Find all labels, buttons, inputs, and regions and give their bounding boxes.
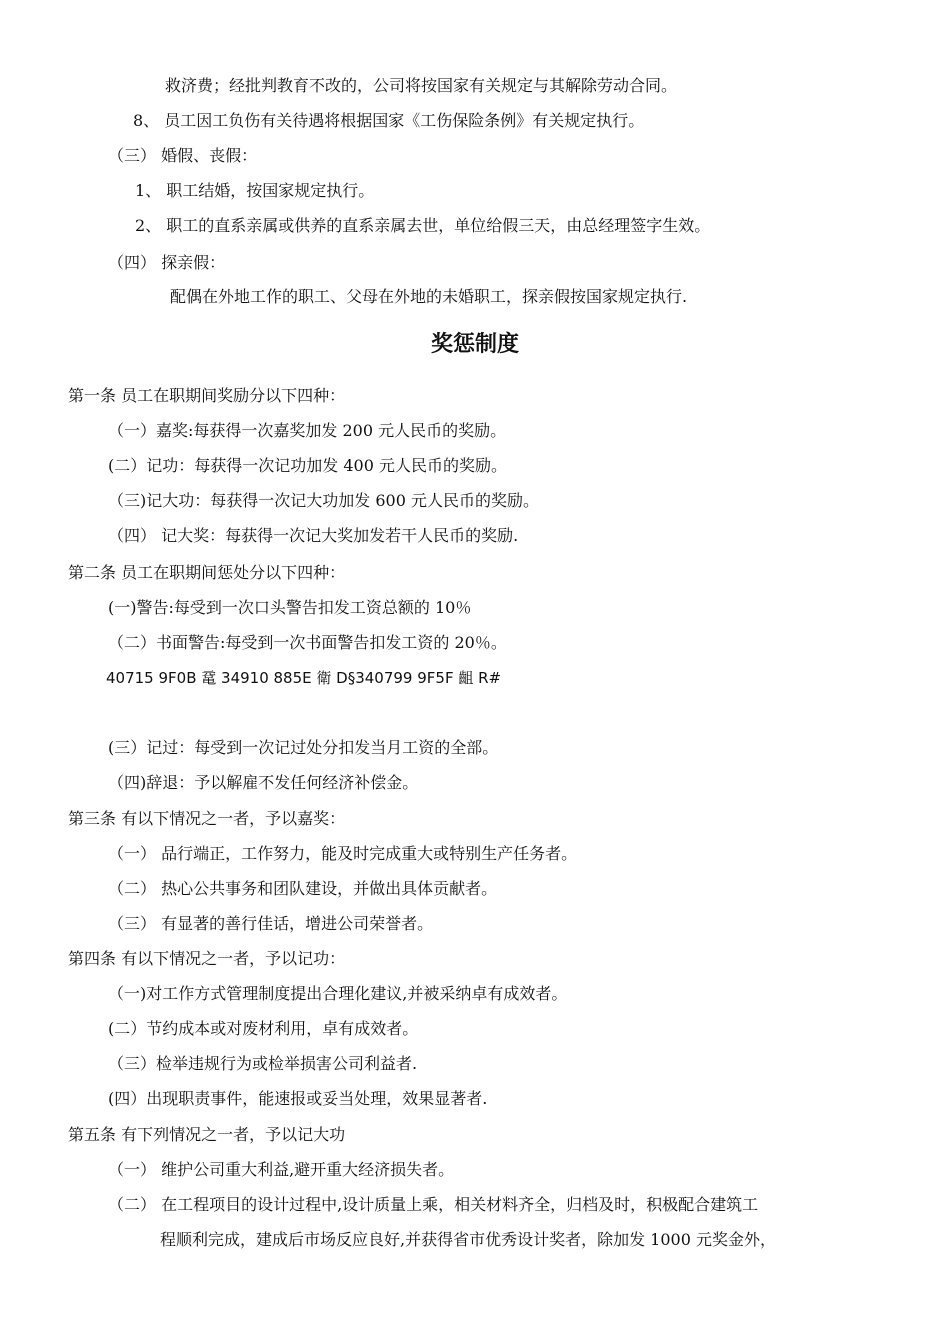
- text-line: （四)辞退：予以解雇不发任何经济补偿金。: [108, 773, 419, 792]
- text-line: (二）记功：每获得一次记功加发 400 元人民币的奖励。: [108, 456, 507, 475]
- text-line: 2、 职工的直系亲属或供养的直系亲属去世，单位给假三天，由总经理签字生效。: [135, 216, 711, 235]
- text-line: （一） 品行端正，工作努力，能及时完成重大或特别生产任务者。: [108, 844, 578, 863]
- text-line: （三）检举违规行为或检举损害公司利益者.: [108, 1054, 418, 1073]
- text-line: (四）出现职责事件，能速报或妥当处理，效果显著者.: [108, 1089, 488, 1108]
- text-line: （二） 热心公共事务和团队建设，并做出具体贡献者。: [108, 879, 498, 898]
- article-heading: 第五条 有下列情况之一者，予以记大功: [68, 1125, 346, 1144]
- garbled-text-line: 40715 9F0B 鼋 34910 885E 衛 D§340799 9F5F 齟 R#: [106, 669, 502, 687]
- page-title: 奖惩制度: [430, 332, 519, 357]
- text-line: （二）书面警告:每受到一次书面警告扣发工资的 20％。: [108, 633, 507, 652]
- text-line: 救济费；经批判教育不改的，公司将按国家有关规定与其解除劳动合同。: [165, 76, 678, 95]
- text-line: （一)对工作方式管理制度提出合理化建议,并被采纳卓有成效者。: [108, 984, 568, 1003]
- section-heading: （三） 婚假、丧假：: [108, 146, 258, 165]
- text-line: (二）节约成本或对废材利用，卓有成效者。: [108, 1019, 419, 1038]
- text-line: (三）记过：每受到一次记过处分扣发当月工资的全部。: [108, 738, 499, 757]
- text-line: （二） 在工程项目的设计过程中,设计质量上乘，相关材料齐全，归档及时，积极配合建筑工: [108, 1195, 759, 1214]
- text-line: 配偶在外地工作的职工、父母在外地的未婚职工，探亲假按国家规定执行.: [170, 287, 688, 306]
- text-line: （一） 维护公司重大利益,避开重大经济损失者。: [108, 1160, 455, 1179]
- text-line: （三） 有显著的善行佳话，增进公司荣誉者。: [108, 914, 434, 933]
- text-line: （一）嘉奖:每获得一次嘉奖加发 200 元人民币的奖励。: [108, 421, 507, 440]
- text-line: 程顺利完成，建成后市场反应良好,并获得省市优秀设计奖者，除加发 1000 元奖金外，: [160, 1230, 776, 1249]
- article-heading: 第四条 有以下情况之一者，予以记功：: [68, 949, 346, 968]
- article-heading: 第一条 员工在职期间奖励分以下四种：: [68, 386, 346, 405]
- section-heading: （四） 探亲假：: [108, 253, 226, 272]
- text-line: （四） 记大奖：每获得一次记大奖加发若干人民币的奖励.: [108, 526, 519, 545]
- text-line: 1、 职工结婚，按国家规定执行。: [135, 181, 375, 200]
- text-line: （三)记大功：每获得一次记大功加发 600 元人民币的奖励。: [108, 491, 539, 510]
- text-line: 8、 员工因工负伤有关待遇将根据国家《工伤保险条例》有关规定执行。: [133, 111, 645, 130]
- text-line: (一)警告:每受到一次口头警告扣发工资总额的 10％: [108, 598, 472, 617]
- article-heading: 第二条 员工在职期间惩处分以下四种：: [68, 563, 346, 582]
- article-heading: 第三条 有以下情况之一者，予以嘉奖：: [68, 809, 346, 828]
